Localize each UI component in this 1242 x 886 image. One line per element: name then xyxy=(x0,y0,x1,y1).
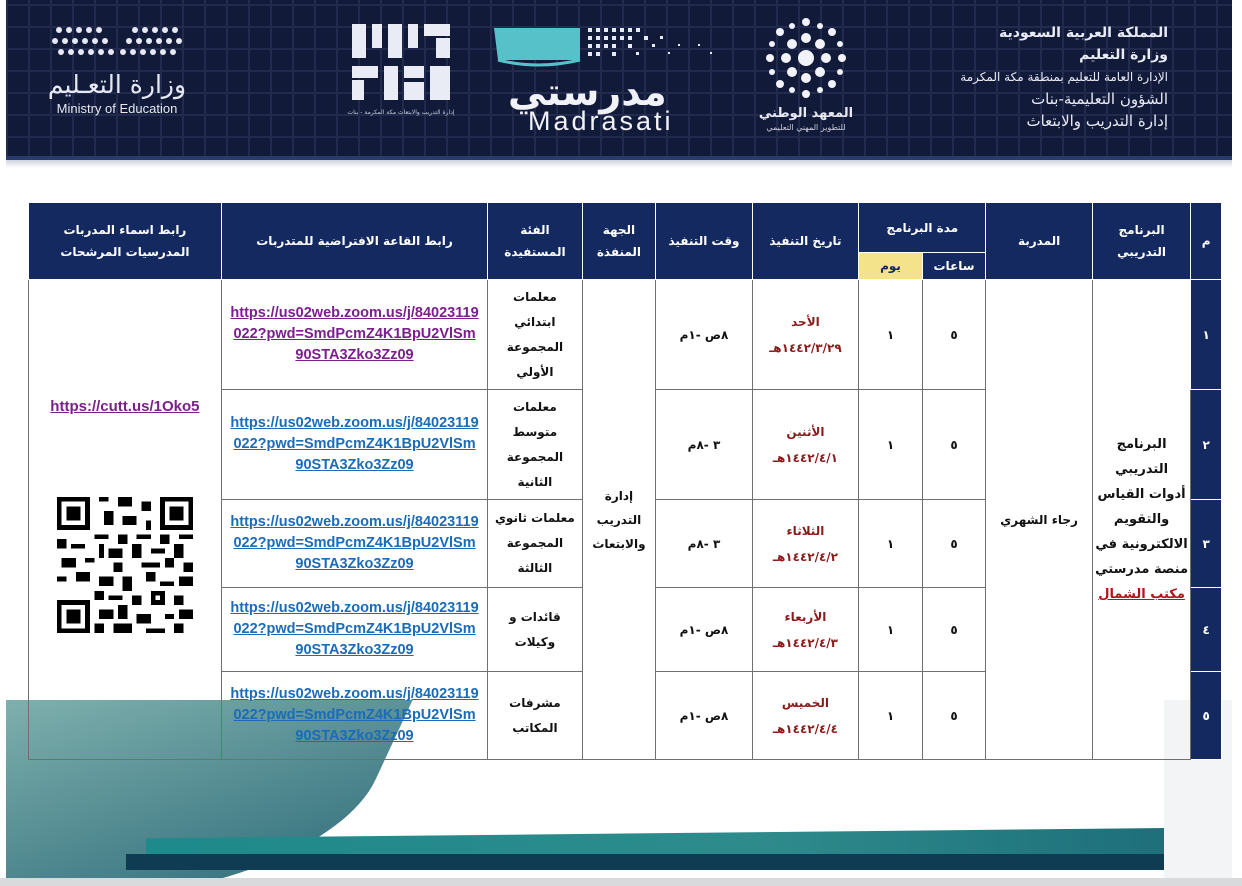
row-number: ٣ xyxy=(1191,500,1222,588)
category-line: الثالثة xyxy=(517,561,553,575)
category-line: متوسط xyxy=(512,424,558,439)
day-name: الثلاثاء xyxy=(786,523,825,538)
makkah-logo-sub: إدارة التدريب والابتعاث مكة المكرمة - بنات xyxy=(347,109,455,116)
category-line: المجموعة xyxy=(506,449,564,464)
date-cell xyxy=(752,672,859,760)
zoom-link[interactable]: https://us02web.zoom.us/j/84023119022?pwd=SmdPcmZ4K1BpU2VlSm90STA3Zko3Zz09 xyxy=(230,415,479,473)
category-line: المجموعة xyxy=(506,339,564,354)
category-line: المجموعة xyxy=(506,536,564,550)
header-zoom-link: رابط القاعة الافتراضية للمتدربات xyxy=(221,203,487,280)
madrasati-logo xyxy=(488,22,718,134)
category-cell xyxy=(488,672,582,760)
zoom-link[interactable]: https://us02web.zoom.us/j/84023119022?pwd=SmdPcmZ4K1BpU2VlSm90STA3Zko3Zz09 xyxy=(230,514,479,572)
category-line: معلمات xyxy=(513,399,557,414)
national-institute-logo xyxy=(748,14,864,154)
zoom-link-cell xyxy=(221,500,487,588)
date-cell xyxy=(752,588,859,672)
table-row xyxy=(29,280,1222,390)
program-line: منصة مدرستي xyxy=(1095,562,1189,577)
row-number: ٢ xyxy=(1191,390,1222,500)
madrasati-english: Madrasati xyxy=(528,106,674,136)
row-number: ١ xyxy=(1191,280,1222,390)
hours-cell: ٥ xyxy=(922,500,986,588)
institute-dots-icon xyxy=(758,14,854,102)
program-line: أدوات القياس xyxy=(1097,487,1186,502)
category-line: ابتدائي xyxy=(514,314,556,329)
hours-cell: ٥ xyxy=(922,588,986,672)
header-trainer: المدربة xyxy=(986,203,1093,280)
page-bottom-edge xyxy=(0,878,1242,886)
moe-logo xyxy=(42,22,192,137)
category-cell xyxy=(488,588,582,672)
moe-dots-icon xyxy=(49,22,185,62)
header-date: تاريخ التنفيذ xyxy=(752,203,859,280)
hijri-date: ١٤٤٢/٤/١هـ xyxy=(772,450,839,465)
ministry-header-text xyxy=(888,22,1168,132)
header-line-training: إدارة التدريب والابتعاث xyxy=(1026,112,1168,130)
banner-shadow xyxy=(6,160,1232,168)
zoom-link-cell xyxy=(221,672,487,760)
date-cell xyxy=(752,280,859,390)
institute-subtitle: للتطوير المهني التعليمي xyxy=(766,123,846,132)
program-line: والتقويم xyxy=(1113,512,1170,527)
category-line: مشرفات xyxy=(509,695,561,710)
hijri-date: ١٤٤٢/٤/٢هـ xyxy=(772,549,839,564)
moe-logo-english: Ministry of Education xyxy=(56,101,178,116)
day-name: الخميس xyxy=(781,695,830,710)
footer-teal-stripe xyxy=(146,828,1166,854)
header-banner xyxy=(6,0,1232,160)
header-days: يوم xyxy=(859,253,923,280)
header-agency: الجهة المنفذة xyxy=(582,203,656,280)
category-line: المكاتب xyxy=(512,720,558,735)
zoom-link[interactable]: https://us02web.zoom.us/j/84023119022?pwd=SmdPcmZ4K1BpU2VlSm90STA3Zko3Zz09 xyxy=(230,600,479,658)
header-duration: مدة البرنامج xyxy=(859,203,986,253)
time-cell: ٣ -٨م xyxy=(656,390,752,500)
training-schedule-table xyxy=(28,202,1222,760)
program-cell xyxy=(1092,280,1190,760)
category-cell xyxy=(488,280,582,390)
hours-cell: ٥ xyxy=(922,280,986,390)
hijri-date: ١٤٤٢/٤/٤هـ xyxy=(772,721,839,736)
header-nominees-link: رابط اسماء المدربات المدرسيات المرشحات xyxy=(29,203,222,280)
moe-logo-arabic: وزارة التعـليم xyxy=(47,70,187,99)
zoom-link[interactable]: https://us02web.zoom.us/j/84023119022?pwd=SmdPcmZ4K1BpU2VlSm90STA3Zko3Zz09 xyxy=(230,686,479,744)
header-program: البرنامج التدريبي xyxy=(1092,203,1190,280)
qr-code-icon[interactable] xyxy=(57,497,193,633)
header-number: م xyxy=(1191,203,1222,280)
time-cell: ٨ص -١م xyxy=(656,588,752,672)
header-category: الفئة المستفيدة xyxy=(488,203,582,280)
row-number: ٥ xyxy=(1191,672,1222,760)
hours-cell: ٥ xyxy=(922,672,986,760)
header-line-kingdom: المملكة العربية السعودية xyxy=(999,25,1168,41)
day-name: الأحد xyxy=(791,314,820,329)
category-line: الثانية xyxy=(517,474,553,489)
nominees-cell xyxy=(29,280,222,760)
program-office-link[interactable]: مكتب الشمال xyxy=(1098,587,1185,602)
nominees-link[interactable]: https://cutt.us/1Oko5 xyxy=(50,398,200,415)
category-line: الأولي xyxy=(516,364,554,379)
time-cell: ٨ص -١م xyxy=(656,672,752,760)
days-cell: ١ xyxy=(859,588,923,672)
program-line: الالكترونية في xyxy=(1095,537,1188,552)
zoom-link-cell xyxy=(221,390,487,500)
category-line: قائدات و xyxy=(509,609,561,624)
footer-navy-stripe xyxy=(126,854,1232,870)
header-line-ministry: وزارة التعليم xyxy=(1079,47,1168,63)
hijri-date: ١٤٤٢/٤/٣هـ xyxy=(772,635,839,650)
trainer-cell: رجاء الشهري xyxy=(986,280,1093,760)
days-cell: ١ xyxy=(859,390,923,500)
header-hours: ساعات xyxy=(922,253,986,280)
agency-cell: إدارة التدريب والابتعاث xyxy=(582,280,656,760)
header-line-affairs: الشؤون التعليمية-بنات xyxy=(1031,90,1168,108)
category-cell xyxy=(488,500,582,588)
category-line: وكيلات xyxy=(514,634,556,649)
hijri-date: ١٤٤٢/٣/٢٩هـ xyxy=(769,340,842,355)
time-cell: ٨ص -١م xyxy=(656,280,752,390)
zoom-link-cell xyxy=(221,588,487,672)
category-line: معلمات xyxy=(513,289,557,304)
category-line: معلمات ثانوي xyxy=(494,511,575,525)
category-cell xyxy=(488,390,582,500)
institute-name: المعهد الوطني xyxy=(758,106,854,121)
day-name: الأربعاء xyxy=(784,609,827,624)
date-cell xyxy=(752,500,859,588)
days-cell: ١ xyxy=(859,280,923,390)
time-cell: ٣ -٨م xyxy=(656,500,752,588)
zoom-link-cell xyxy=(221,280,487,390)
zoom-link[interactable]: https://us02web.zoom.us/j/84023119022?pwd=SmdPcmZ4K1BpU2VlSm90STA3Zko3Zz09 xyxy=(230,305,479,363)
madrasati-arabic: مدرستي xyxy=(508,70,667,114)
makkah-training-logo xyxy=(346,20,456,122)
day-name: الأثنين xyxy=(786,424,825,439)
header-line-directorate: الإدارة العامة للتعليم بمنطقة مكة المكرمة xyxy=(960,70,1168,84)
row-number: ٤ xyxy=(1191,588,1222,672)
days-cell: ١ xyxy=(859,500,923,588)
hours-cell: ٥ xyxy=(922,390,986,500)
header-time: وقت التنفيذ xyxy=(656,203,752,280)
program-line: البرنامج التدريبي xyxy=(1115,437,1169,477)
date-cell xyxy=(752,390,859,500)
days-cell: ١ xyxy=(859,672,923,760)
